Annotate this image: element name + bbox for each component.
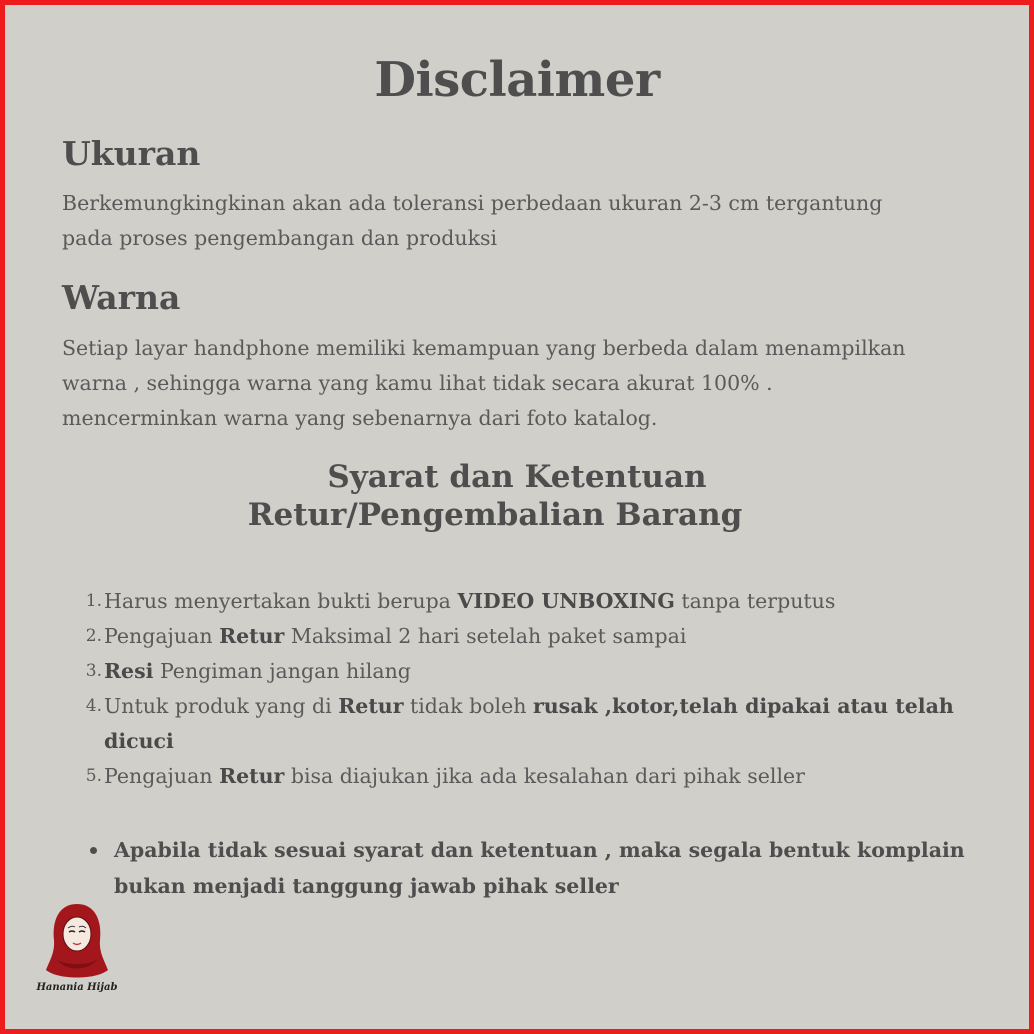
rules-list xyxy=(82,584,982,794)
note-text: Apabila tidak sesuai syarat dan ketentuan , maka segala bentuk komplain bukan menjadi tanggung jawab pihak seller xyxy=(114,838,965,898)
rule-item xyxy=(82,584,982,619)
ukuran-text: Berkemungkingkinan akan ada toleransi perbedaan ukuran 2-3 cm tergantung pada proses pengembangan dan produksi xyxy=(62,191,883,250)
terms-title xyxy=(10,458,1024,534)
rule-item xyxy=(82,759,982,794)
brand-logo xyxy=(32,900,122,1000)
rule-text: tanpa terputus xyxy=(674,589,836,613)
rule-text: Harus menyertakan bukti berupa xyxy=(104,589,458,613)
rule-text: Pengiman jangan hilang xyxy=(153,659,411,683)
terms-title-line2: Retur/Pengembalian Barang xyxy=(247,497,743,533)
rule-bold-text: Resi xyxy=(104,659,154,683)
rule-text: bisa diajukan jika ada kesalahan dari pihak seller xyxy=(284,764,805,788)
rule-text: Pengajuan xyxy=(104,624,220,648)
rule-bold-text: rusak ,kotor,telah dipakai atau telah dicuci xyxy=(104,694,954,753)
note-item xyxy=(90,832,970,904)
hijab-avatar-icon xyxy=(44,900,110,984)
rule-number: 1. xyxy=(85,591,102,611)
rule-number: 5. xyxy=(85,766,102,786)
rule-number: 2. xyxy=(85,626,102,646)
note-list xyxy=(90,832,970,904)
rule-text: tidak boleh xyxy=(403,694,533,718)
rule-text: Untuk produk yang di xyxy=(104,694,339,718)
terms-title-line1: Syarat dan Ketentuan xyxy=(327,459,707,495)
rule-bold-text: Retur xyxy=(219,624,285,648)
rule-bold-text: Retur xyxy=(338,694,404,718)
brand-name: Hanania Hijab xyxy=(36,982,118,993)
rule-bold-text: Retur xyxy=(219,764,285,788)
rule-number: 4. xyxy=(85,696,102,716)
ukuran-heading: Ukuran xyxy=(62,134,201,173)
rule-text: Maksimal 2 hari setelah paket sampai xyxy=(284,624,687,648)
bullet-icon xyxy=(90,847,97,854)
warna-heading: Warna xyxy=(62,278,181,317)
rule-bold-text: VIDEO UNBOXING xyxy=(457,589,675,613)
rule-item xyxy=(82,689,982,759)
poster-canvas xyxy=(10,10,1024,1024)
rule-number: 3. xyxy=(85,661,102,681)
warna-text: Setiap layar handphone memiliki kemampuan yang berbeda dalam menampilkan warna , sehingga warna yang kamu lihat tidak secara akurat 100% . mencerminkan warna yang sebenarnya dari foto katalog. xyxy=(62,336,906,430)
page-title: Disclaimer xyxy=(374,52,660,108)
rule-item xyxy=(82,619,982,654)
rule-item xyxy=(82,654,982,689)
rule-text: Pengajuan xyxy=(104,764,220,788)
